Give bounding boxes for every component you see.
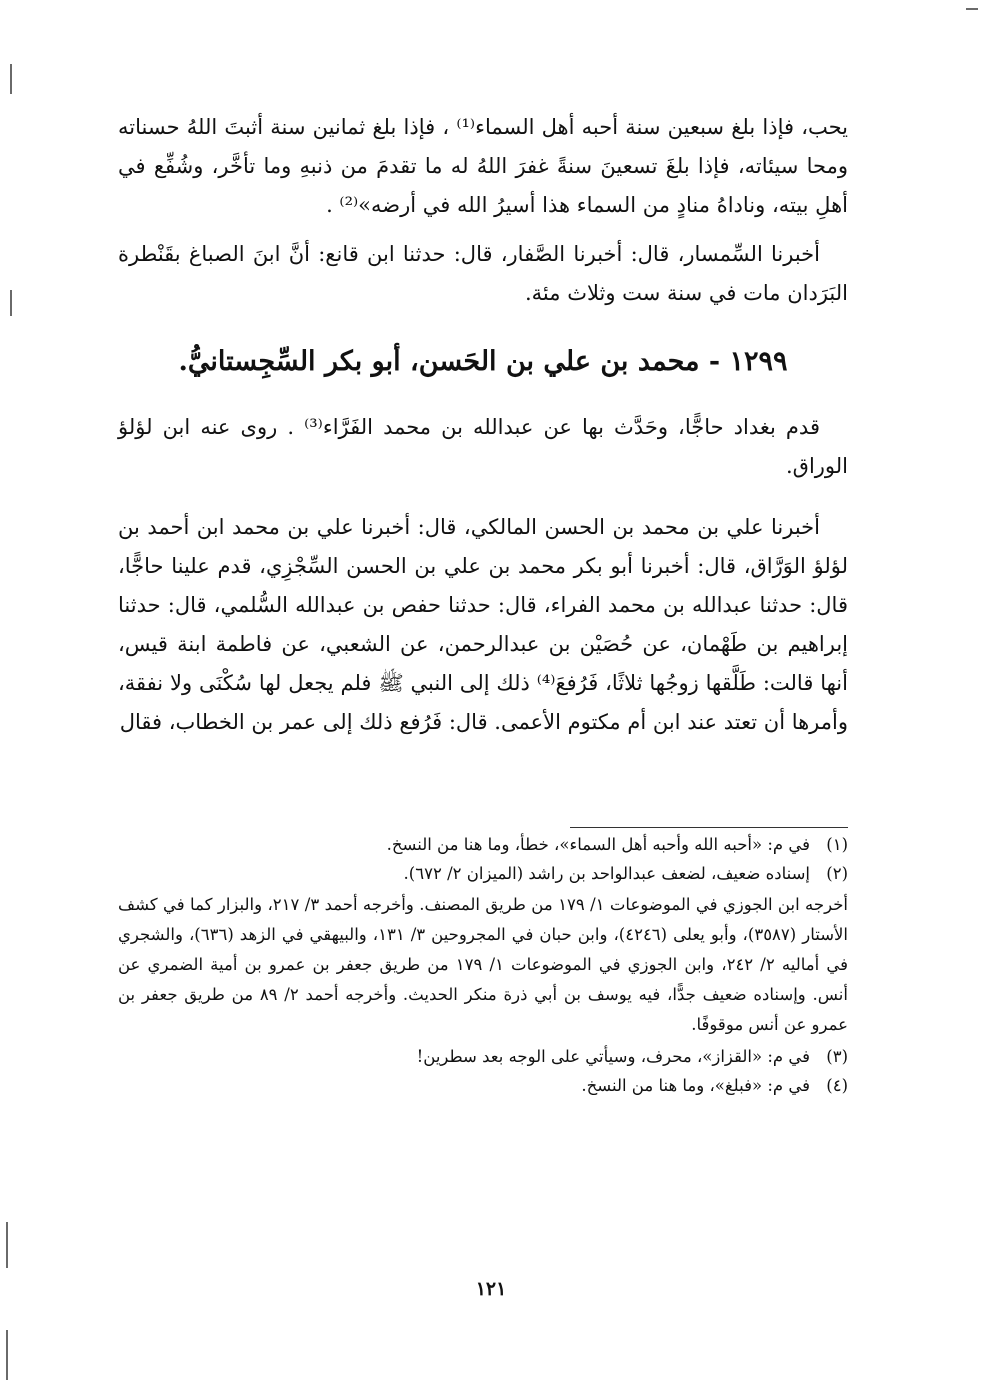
footnote-item [118,859,848,888]
entry-heading: ١٢٩٩ - محمد بن علي بن الحَسن، أبو بكر السِّجِستانيُّ. [178,346,788,377]
page-number: ١٢١ [475,1278,507,1300]
footnote-item [118,1042,848,1071]
scan-mark-top-right [966,8,978,10]
footnote-item [118,1071,848,1100]
footnote-text: في م: «فبلغ»، وما هنا من النسخ. [581,1076,810,1095]
entry-body [118,408,848,742]
scan-mark-left-4 [6,1330,8,1380]
paragraph-continuation: يحب، فإذا بلغ سبعين سنة أحبه أهل السماء⁽¹⁾ ، فإذا بلغ ثمانين سنة أثبتَ اللهُ حسناته ومحا سيئاته، فإذا بلغَ تسعينَ سنةً غفرَ اللهُ له ما تقدمَ من ذنبهِ وما تأخَّر، وشُفِّع في أهلِ بيته، وناداهُ منادٍ من السماء هذا أسيرُ الله في أرضه»⁽²⁾ . [118,115,849,217]
paragraph-hadith: أخبرنا علي بن محمد بن الحسن المالكي، قال: أخبرنا علي بن محمد ابن أحمد بن لؤلؤ الوَرَّاق، قال: أخبرنا أبو بكر محمد بن علي بن الحسن السِّجْزِي، قدم علينا حاجًّا، قال: حدثنا عبدالله بن محمد الفراء، قال: حدثنا حفص بن عبدالله السُّلمي، قال: حدثنا إبراهيم بن طَهْمان، عن حُصَيْن بن عبدالرحمن، عن الشعبي، عن فاطمة ابنة قيس، أنها قالت: طَلَّقها زوجُها ثلاثًا، فَرُفعَ⁽⁴⁾ ذلك إلى النبي ﷺ فلم يجعل لها سُكْنَى ولا نفقة، وأمرها أن تعتد عند ابن أم مكتوم الأعمى. قال: فَرُفع ذلك إلى عمر بن الخطاب، فقال [118,515,848,734]
footnote-number: (٤) [826,1076,848,1095]
footnote-item [118,830,848,859]
footnotes [118,830,848,1100]
footnote-number: (٢) [826,864,848,883]
paragraph-samsar: أخبرنا السِّمسار، قال: أخبرنا الصَّفار، قال: حدثنا ابن قانع: أنَّ ابنَ الصباغ بقَنْطرة البَرَدان مات في سنة ست وثلاث مئة. [118,242,848,305]
footnote-text: في م: «القزاز»، محرف، وسيأتي على الوجه بعد سطرين! [416,1047,810,1066]
top-text-block [118,108,848,313]
footnote-continuation: أخرجه ابن الجوزي في الموضوعات ١/ ١٧٩ من طريق المصنف. وأخرجه أحمد ٣/ ٢١٧، والبزار كما في كشف الأستار (٣٥٨٧)، وأبو يعلى (٤٢٤٦)، وابن حبان في المجروحين ٣/ ١٣١، والبيهقي في الزهد (٦٣٦)، والشجري في أماليه ٢/ ٢٤٢، وابن الجوزي في الموضوعات ١/ ١٧٩ من طريق جعفر بن عمرو بن أمية الضمري عن أنس. وإسناده ضعيف جدًّا، فيه يوسف بن أبي ذرة منكر الحديث. وأخرجه أحمد ٢/ ٨٩ من طريق جعفر بن عمرو عن أنس موقوفًا. [118,895,849,1034]
scan-mark-left-1 [10,64,12,94]
footnote-text: إسناده ضعيف، لضعف عبدالواحد بن راشد (الميزان ٢/ ٦٧٢). [403,864,810,883]
paragraph-biography: قدم بغداد حاجًّا، وحَدَّث بها عن عبدالله بن محمد الفَرَّاء⁽³⁾ . روى عنه ابن لؤلؤ الوراق. [118,415,848,478]
scan-mark-left-2 [10,290,12,316]
footnote-separator [570,827,848,828]
footnote-number: (٣) [826,1047,848,1066]
footnote-number: (١) [826,835,848,854]
footnote-text: في م: «أحبه الله وأحبه أهل السماء»، خطأ، وما هنا من النسخ. [386,835,810,854]
scan-mark-left-3 [6,1222,8,1268]
